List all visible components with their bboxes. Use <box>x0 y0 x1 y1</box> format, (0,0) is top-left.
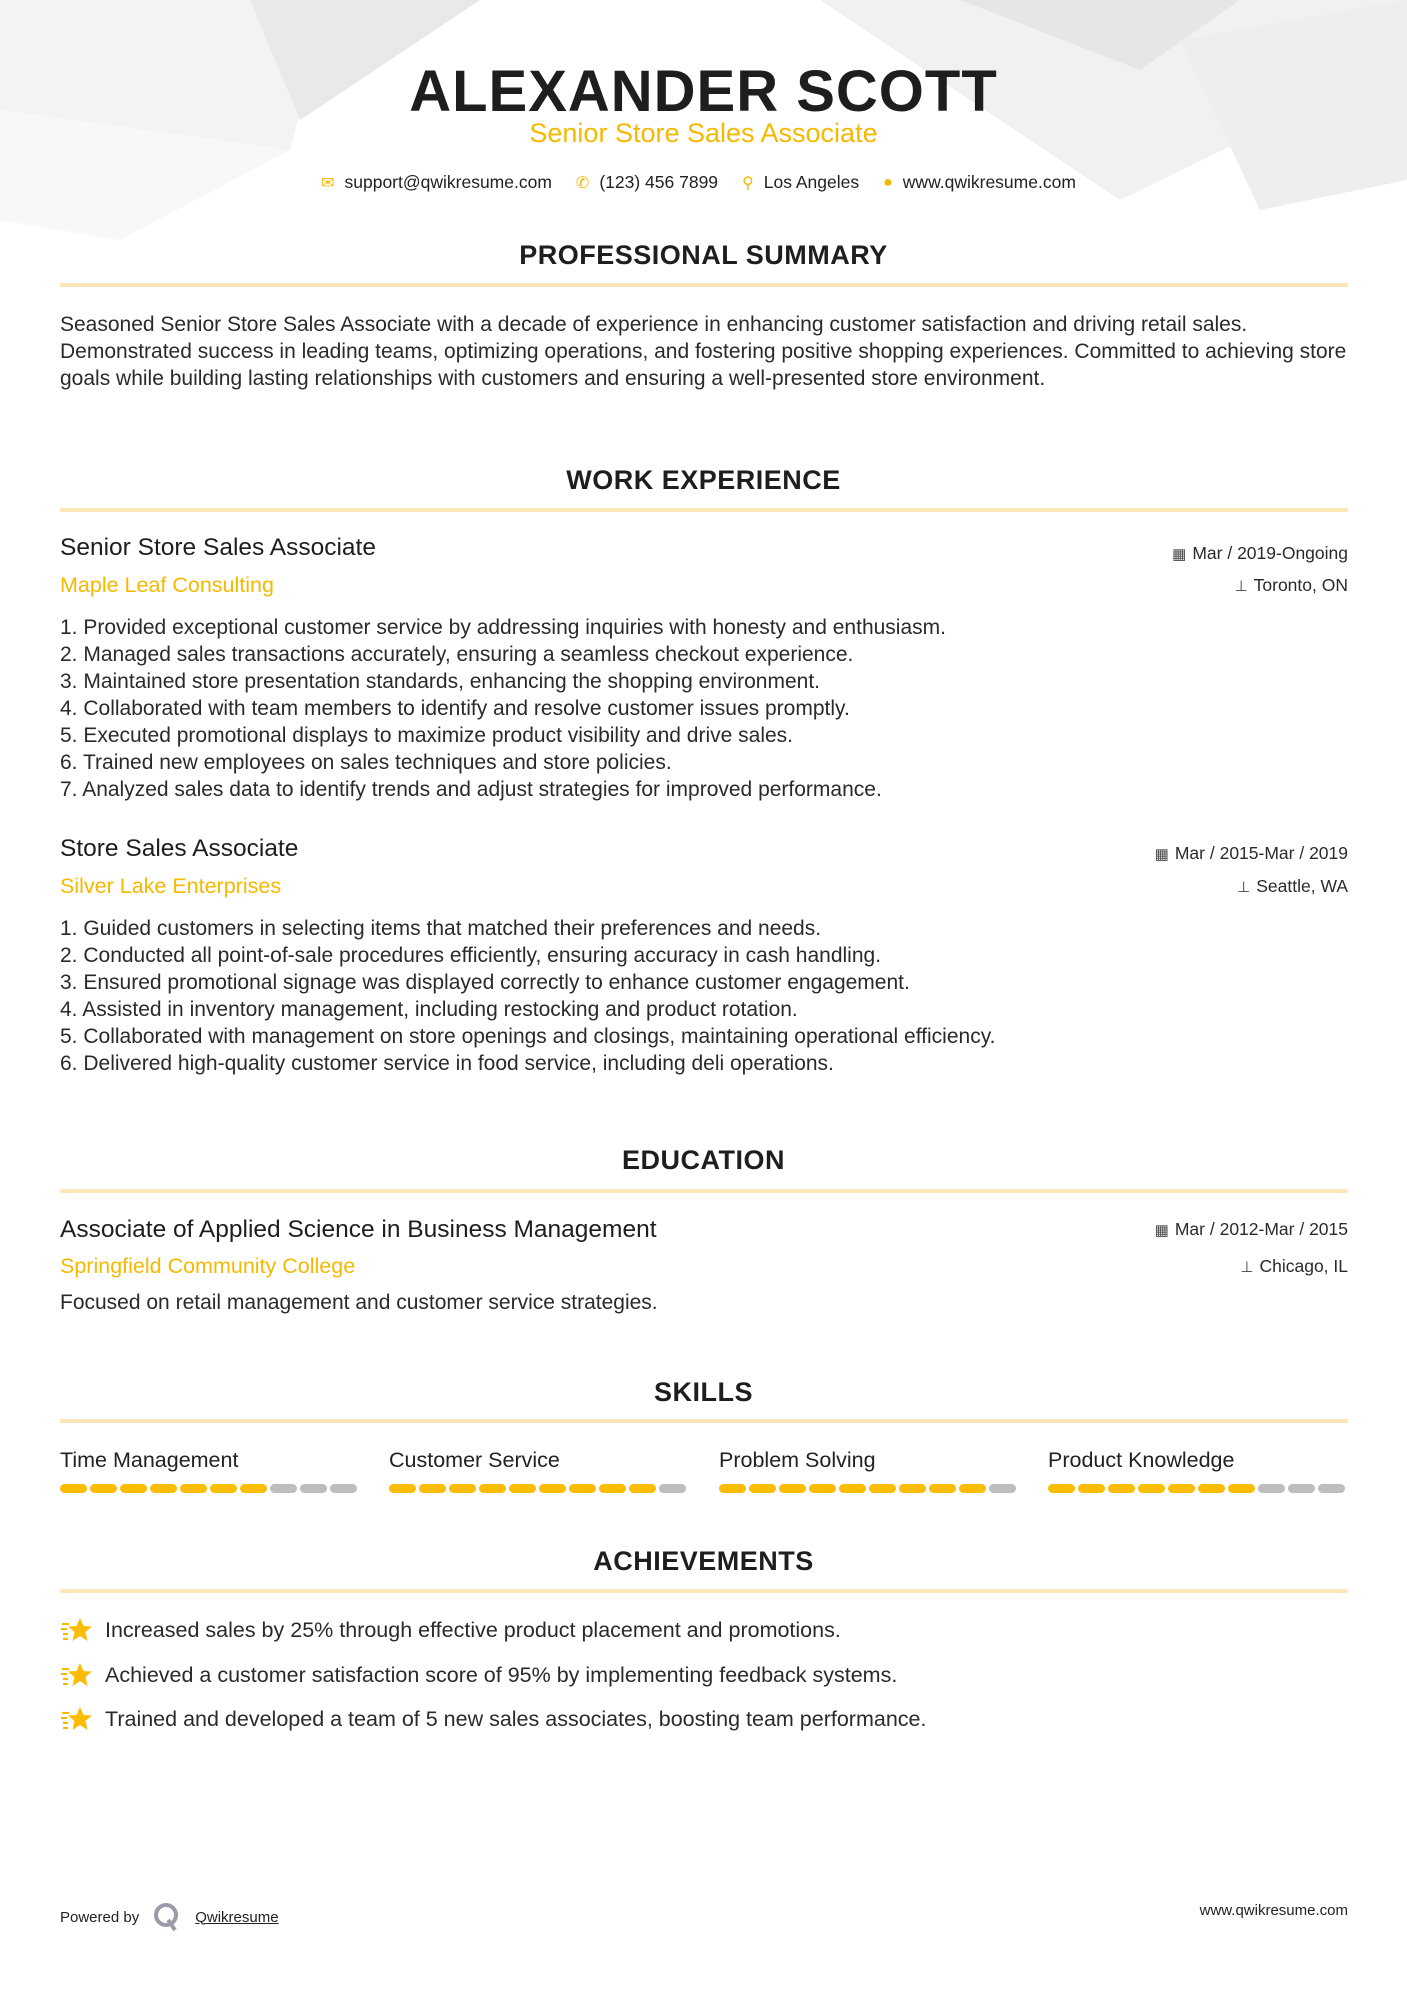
rating-segment-filled <box>389 1484 416 1493</box>
bullet: 6. Trained new employees on sales techniques and store policies. <box>60 751 672 774</box>
globe-icon: ● <box>883 173 893 191</box>
rating-segment-filled <box>959 1484 986 1493</box>
rating-segment-empty <box>270 1484 297 1493</box>
contact-bar <box>0 172 1407 193</box>
skill-item <box>719 1448 1019 1493</box>
achievements-heading: ACHIEVEMENTS <box>593 1546 814 1576</box>
skill-name: Problem Solving <box>719 1448 876 1472</box>
achievement-text: Trained and developed a team of 5 new sales associates, boosting team performance. <box>105 1706 927 1731</box>
calendar-icon: ▦ <box>1154 1222 1169 1239</box>
rating-segment-filled <box>90 1484 117 1493</box>
qwikresume-logo-icon <box>153 1902 181 1932</box>
achievement-item <box>60 1704 926 1734</box>
rating-segment-filled <box>1048 1484 1075 1493</box>
skill-name: Product Knowledge <box>1048 1448 1235 1472</box>
bullet: 5. Executed promotional displays to maximize product visibility and drive sales. <box>60 724 794 747</box>
rating-segment-filled <box>839 1484 866 1493</box>
rating-segment-filled <box>779 1484 806 1493</box>
job-date <box>1155 843 1348 864</box>
bullet: 3. Maintained store presentation standards, enhancing the shopping environment. <box>60 670 820 693</box>
experience-heading: WORK EXPERIENCE <box>566 465 841 495</box>
rating-segment-filled <box>1228 1484 1255 1493</box>
rating-segment-filled <box>60 1484 87 1493</box>
phone-icon: ✆ <box>575 174 590 192</box>
rating-segment-empty <box>659 1484 686 1493</box>
rating-segment-filled <box>599 1484 626 1493</box>
rating-segment-filled <box>180 1484 207 1493</box>
bullet: 1. Guided customers in selecting items that matched their preferences and needs. <box>60 917 822 940</box>
candidate-name: ALEXANDER SCOTT <box>409 59 998 124</box>
contact-location: Los Angeles <box>763 172 860 192</box>
star-icon <box>60 1615 92 1645</box>
skill-rating-bar <box>60 1484 360 1493</box>
job-date-text: Mar / 2019-Ongoing <box>1192 543 1348 563</box>
rating-segment-filled <box>749 1484 776 1493</box>
rating-segment-empty <box>989 1484 1016 1493</box>
job-date-text: Mar / 2015-Mar / 2019 <box>1174 843 1348 863</box>
bullet: 3. Ensured promotional signage was displayed correctly to enhance customer engagement. <box>60 971 910 994</box>
achievement-text: Achieved a customer satisfaction score of 95% by implementing feedback systems. <box>105 1662 898 1687</box>
qwikresume-link[interactable]: Qwikresume <box>195 1908 279 1926</box>
rating-segment-filled <box>419 1484 446 1493</box>
rating-segment-empty <box>1318 1484 1345 1493</box>
achievement-text: Increased sales by 25% through effective product placement and promotions. <box>105 1617 841 1642</box>
skill-rating-bar <box>389 1484 689 1493</box>
star-icon <box>60 1704 92 1734</box>
rating-segment-filled <box>629 1484 656 1493</box>
rating-segment-empty <box>300 1484 327 1493</box>
rating-segment-empty <box>330 1484 357 1493</box>
calendar-icon: ▦ <box>1172 546 1187 563</box>
job-title: Senior Store Sales Associate <box>60 534 376 561</box>
envelope-icon: ✉ <box>321 174 335 192</box>
rating-segment-filled <box>869 1484 896 1493</box>
rating-segment-empty <box>1258 1484 1285 1493</box>
star-icon <box>60 1660 92 1690</box>
achievement-item <box>60 1615 841 1645</box>
contact-email[interactable]: support@qwikresume.com <box>344 172 552 192</box>
contact-website[interactable]: www.qwikresume.com <box>902 172 1076 192</box>
job-bullets <box>60 915 1350 1077</box>
rating-segment-filled <box>719 1484 746 1493</box>
calendar-icon: ▦ <box>1154 846 1169 863</box>
rating-segment-filled <box>449 1484 476 1493</box>
rating-segment-filled <box>509 1484 536 1493</box>
section-divider <box>60 1189 1348 1193</box>
pin-icon: ⊥ <box>1234 578 1248 595</box>
skill-name: Customer Service <box>389 1448 560 1472</box>
education-heading: EDUCATION <box>622 1145 785 1175</box>
education-location <box>1240 1256 1348 1277</box>
skill-rating-bar <box>719 1484 1019 1493</box>
rating-segment-filled <box>1108 1484 1135 1493</box>
pin-icon: ⊥ <box>1240 1259 1254 1276</box>
bullet: 2. Conducted all point-of-sale procedures efficiently, ensuring accuracy in cash handling. <box>60 944 882 967</box>
rating-segment-filled <box>120 1484 147 1493</box>
rating-segment-filled <box>569 1484 596 1493</box>
map-marker-icon: ⚲ <box>742 174 754 192</box>
education-location-text: Chicago, IL <box>1259 1256 1348 1276</box>
candidate-title: Senior Store Sales Associate <box>529 118 878 148</box>
rating-segment-filled <box>210 1484 237 1493</box>
section-divider <box>60 508 1348 512</box>
education-date <box>1155 1219 1348 1240</box>
powered-by-label: Powered by <box>60 1908 140 1926</box>
bullet: 4. Collaborated with team members to identify and resolve customer issues promptly. <box>60 697 850 720</box>
job-company: Maple Leaf Consulting <box>60 573 274 597</box>
rating-segment-filled <box>240 1484 267 1493</box>
job-location-text: Seattle, WA <box>1256 876 1348 896</box>
section-divider <box>60 1589 1348 1593</box>
bullet: 1. Provided exceptional customer service by addressing inquiries with honesty and enthusiasm. <box>60 616 946 639</box>
bullet: 6. Delivered high-quality customer service in food service, including deli operations. <box>60 1052 834 1075</box>
rating-segment-filled <box>539 1484 566 1493</box>
rating-segment-filled <box>899 1484 926 1493</box>
job-title: Store Sales Associate <box>60 835 299 862</box>
job-company: Silver Lake Enterprises <box>60 874 282 898</box>
achievement-item <box>60 1660 897 1690</box>
rating-segment-filled <box>1078 1484 1105 1493</box>
job-location <box>1237 876 1348 897</box>
pin-icon: ⊥ <box>1237 879 1251 896</box>
rating-segment-filled <box>1198 1484 1225 1493</box>
rating-segment-filled <box>929 1484 956 1493</box>
bullet: 7. Analyzed sales data to identify trends and adjust strategies for improved performance. <box>60 778 882 801</box>
summary-text: Seasoned Senior Store Sales Associate with a decade of experience in enhancing customer satisfaction and driving retail sales. Demonstrated success in leading teams, optimizing operations, and fostering positive shopping experiences. Committed to achieving store goals while building lasting relationships with customers and ensuring a well-presented store environment. <box>60 313 1347 390</box>
bullet: 5. Collaborated with management on store openings and closings, maintaining operational efficiency. <box>60 1025 996 1048</box>
section-divider <box>60 283 1348 287</box>
skill-item <box>389 1448 689 1493</box>
skill-name: Time Management <box>60 1448 239 1472</box>
job-location-text: Toronto, ON <box>1253 575 1348 595</box>
job-date <box>1172 543 1348 564</box>
rating-segment-filled <box>1168 1484 1195 1493</box>
contact-phone[interactable]: (123) 456 7899 <box>599 172 719 192</box>
skill-rating-bar <box>1048 1484 1348 1493</box>
rating-segment-filled <box>150 1484 177 1493</box>
rating-segment-empty <box>1288 1484 1315 1493</box>
rating-segment-filled <box>1138 1484 1165 1493</box>
rating-segment-filled <box>479 1484 506 1493</box>
education-description: Focused on retail management and customer service strategies. <box>60 1291 658 1314</box>
footer-website[interactable]: www.qwikresume.com <box>1199 1902 1348 1919</box>
job-bullets <box>60 614 1350 803</box>
skill-item <box>60 1448 360 1493</box>
section-divider <box>60 1419 1348 1423</box>
school: Springfield Community College <box>60 1254 356 1278</box>
rating-segment-filled <box>809 1484 836 1493</box>
job-location <box>1235 575 1348 596</box>
bullet: 2. Managed sales transactions accurately, ensuring a seamless checkout experience. <box>60 643 854 666</box>
footer-powered-by <box>60 1902 279 1932</box>
degree: Associate of Applied Science in Business Management <box>60 1216 657 1243</box>
skill-item <box>1048 1448 1348 1493</box>
summary-heading: PROFESSIONAL SUMMARY <box>519 240 888 270</box>
bullet: 4. Assisted in inventory management, including restocking and product rotation. <box>60 998 798 1021</box>
skills-heading: SKILLS <box>653 1377 753 1407</box>
education-date-text: Mar / 2012-Mar / 2015 <box>1174 1219 1348 1239</box>
